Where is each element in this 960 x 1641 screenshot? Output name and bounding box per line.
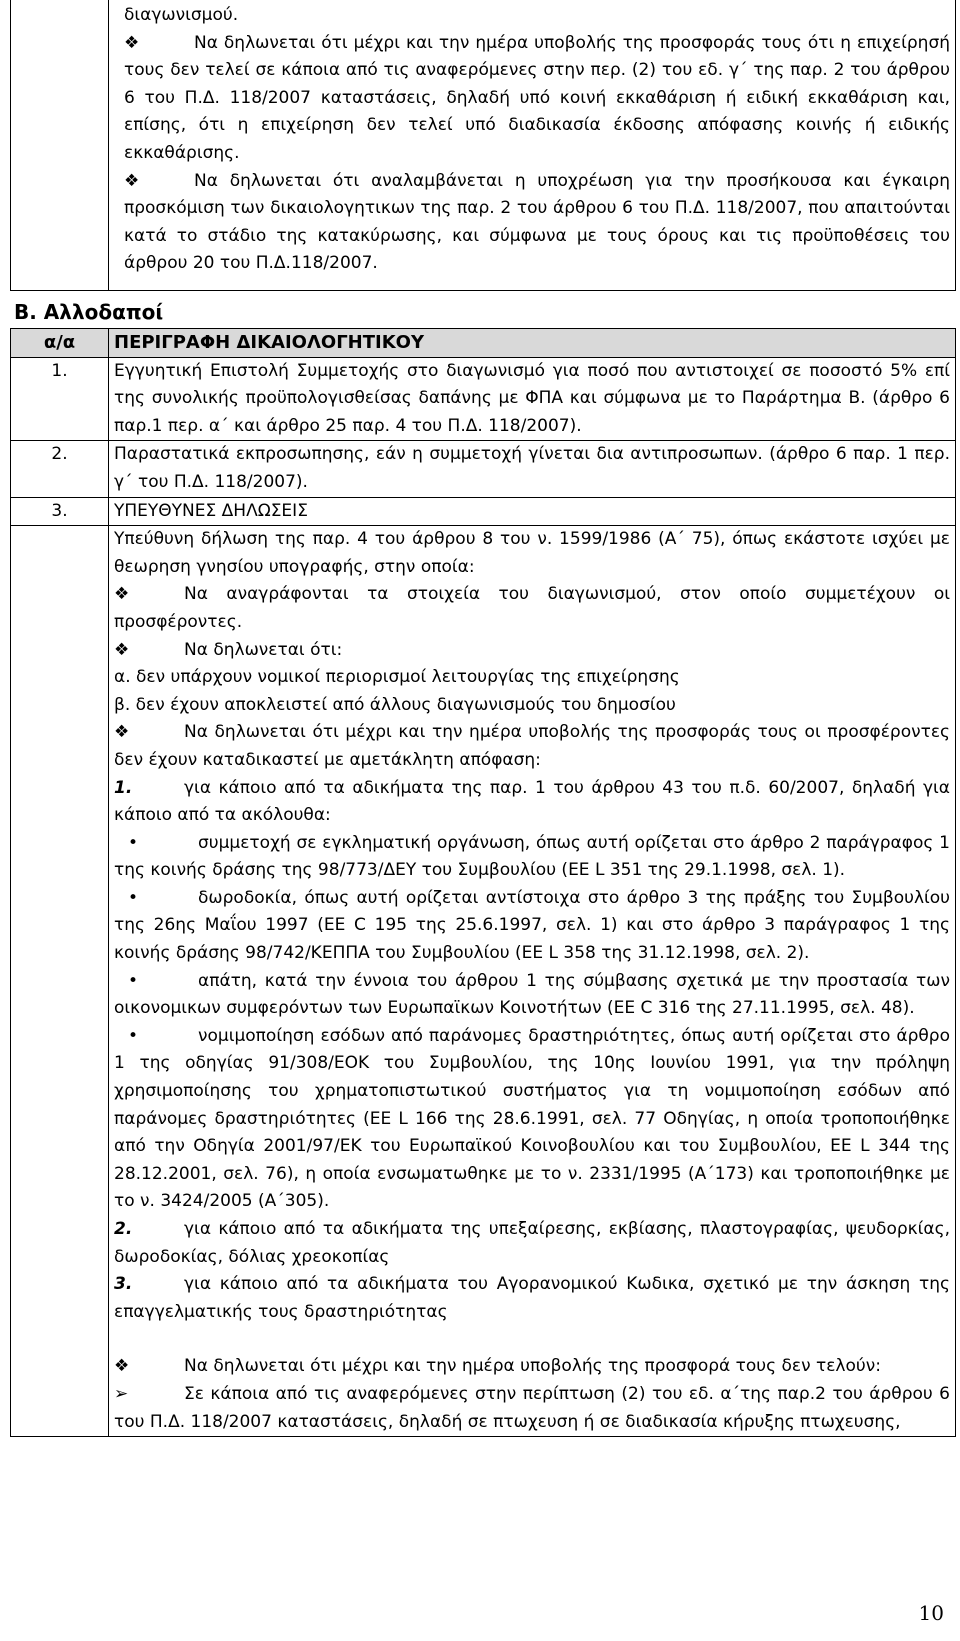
row-description: Παραστατικά εκπροσωπησης, εάν η συμμετοχή γίνεται δια αντιπροσωπων. (άρθρο 6 παρ. 1 περ. γ΄ του Π.Δ. 118/2007). <box>109 441 956 497</box>
arrow-item <box>114 1381 950 1436</box>
offence-subitem <box>114 1023 950 1216</box>
declaration-bullet <box>114 581 950 636</box>
declaration-bullet-text: Να δηλωνεται ότι: <box>184 639 343 660</box>
diamond-bullet-icon: ❖ <box>114 639 130 660</box>
declaration-bullet-text: Να δηλωνεται ότι μέχρι και την ημέρα υποβολής της προσφορά τους δεν τελούν: <box>184 1356 881 1377</box>
previous-table-cell-continuation <box>124 2 950 278</box>
diamond-bullet-icon: ❖ <box>124 170 140 191</box>
solemn-declaration-content <box>109 526 956 1437</box>
declaration-bullet <box>114 1353 950 1381</box>
offence-subitem-text: απάτη, κατά την έννοια του άρθρου 1 της σύμβασης σχετικά με την προστασία των οικονομικων συμφερόντων των Ευρωπαϊκων Κοινοτήτων (ΕΕ C 316 της 27.11.1995, σελ. 48). <box>114 970 950 1019</box>
column-header-description: ΠΕΡΙΓΡΑΦΗ ΔΙΚΑΙΟΛΟΓΗΤΙΚΟΥ <box>109 329 956 358</box>
offence-text: για κάποιο από τα αδικήματα της παρ. 1 του άρθρου 43 του π.δ. 60/2007, δηλαδή για κάποιο από τα ακόλουθα: <box>114 777 950 826</box>
declaration-bullet-1 <box>124 30 950 168</box>
declaration-bullet <box>114 719 950 774</box>
table-border-bottom <box>10 290 956 291</box>
documents-table <box>10 328 956 1437</box>
offence-item-1 <box>114 775 950 830</box>
diamond-bullet-icon: ❖ <box>114 722 130 743</box>
table-row <box>11 497 956 526</box>
table-header-row <box>11 329 956 358</box>
continuation-line: διαγωνισμού. <box>124 5 239 25</box>
offence-subitem-text: δωροδοκία, όπως αυτή ορίζεται αντίστοιχα στο άρθρο 3 της πράξης του Συμβουλίου της 26ης Μαΐου 1997 (ΕΕ C 195 της 25.6.1997, σελ. 1) και στο άρθρο 3 παράγραφος 1 της κοινής δράσης 98/742/ΚΕΠΠΑ του Συμβουλίου (ΕΕ L 358 της 31.12.1998, σελ. 2). <box>114 887 950 964</box>
table-row <box>11 357 956 441</box>
declaration-bullet-2-text: Να δηλωνεται ότι αναλαμβάνεται η υποχρέωση για την προσήκουσα και έγκαιρη προσκόμιση των δικαιολογητικων της παρ. 2 του άρθρου 6 του Π.Δ. 118/2007, που απαιτούνται κατά το στάδιο της κατακύρωσης, και σύμφωνα με τους όρους και τις προϋποθέσεις του άρθρου 20 του Π.Δ.118/2007. <box>124 170 950 274</box>
offence-item-2 <box>114 1216 950 1271</box>
arrow-item-text: Σε κάποια από τις αναφερόμενες στην περίπτωση (2) του εδ. α΄της παρ.2 του άρθρου 6 του Π.Δ. 118/2007 καταστάσεις, δηλαδή σε πτωχευση ή σε διαδικασία κήρυξης πτωχευσης, <box>114 1383 950 1432</box>
page-number: 10 <box>918 1601 944 1625</box>
offence-text: για κάποιο από τα αδικήματα του Αγορανομικού Κωδικα, σχετικό με την άσκηση της επαγγελματικής τους δραστηριότητας <box>114 1274 950 1322</box>
row-number: 3. <box>11 497 109 526</box>
declaration-bullet-1-text: Να δηλωνεται ότι μέχρι και την ημέρα υποβολής της προσφοράς τους ότι η επιχείρησή τους δεν τελεί σε κάποια από τις αναφερόμενες στην περ. (2) του εδ. γ΄ της παρ. 2 του άρθρου 6 του Π.Δ. 118/2007 καταστάσεις, δηλαδή υπό κοινή εκκαθάριση ή ειδική εκκαθάριση και, επίσης, ότι η επιχείρηση δεν τελεί υπό διαδικασία έκδοσης απόφασης κοινής ή ειδικής εκκαθάρισης. <box>124 32 950 163</box>
offence-subitem <box>114 885 950 968</box>
bullet-dot-icon: • <box>128 887 139 908</box>
offence-subitem <box>114 830 950 885</box>
table-row <box>11 441 956 497</box>
row-description: Εγγυητική Επιστολή Συμμετοχής στο διαγωνισμό για ποσό που αντιστοιχεί σε ποσοστό 5% επί της συνολικής προϋπολογισθείσας δαπάνης με ΦΠΑ και σύμφωνα με το Παράρτημα Β. (άρθρο 6 παρ.1 περ. α΄ και άρθρο 25 παρ. 4 του Π.Δ. 118/2007). <box>109 357 956 441</box>
offence-item-3 <box>114 1271 950 1326</box>
bullet-dot-icon: • <box>128 1025 139 1046</box>
declaration-intro: Υπεύθυνη δήλωση της παρ. 4 του άρθρου 8 του ν. 1599/1986 (Α΄ 75), όπως εκάστοτε ισχύει με θεωρηση γνησίου υπογραφής, στην οποία: <box>114 529 950 577</box>
table-border-right <box>955 0 956 290</box>
diamond-bullet-icon: ❖ <box>114 584 130 605</box>
offence-number: 1. <box>114 777 133 798</box>
bullet-dot-icon: • <box>128 832 139 853</box>
declaration-bullet-2 <box>124 168 950 278</box>
declaration-bullet-text: Να αναγράφονται τα στοιχεία του διαγωνισμού, στον οποίο συμμετέχουν οι προσφέροντες. <box>114 584 950 632</box>
offence-subitem-text: νομιμοποίηση εσόδων από παράνομες δραστηριότητες, όπως αυτή ορίζεται στο άρθρο 1 της οδηγίας 91/308/ΕΟΚ του Συμβουλίου, της 10ης Ιουνίου 1991, για την πρόληψη χρησιμοποίησης του χρηματοπιστωτικού συστήματος για τη νομιμοποίηση εσόδων από παράνομες δραστηριότητες (ΕΕ L 166 της 28.6.1991, σελ. 77 Οδηγίας, η οποία τροποποιήθηκε από την Οδηγία 2001/97/ΕΚ του Ευρωπαϊκού Κοινοβουλίου και του Συμβουλίου, ΕΕ L 344 της 28.12.2001, σελ. 76), η οποία ενσωματωθηκε με το ν. 2331/1995 (Α΄173) και τροποποιήθηκε με το ν. 3424/2005 (Α΄305). <box>114 1025 950 1212</box>
row-number: 2. <box>11 441 109 497</box>
offence-subitem-text: συμμετοχή σε εγκληματική οργάνωση, όπως αυτή ορίζεται στο άρθρο 2 παράγραφος 1 της κοινής δράσης της 98/773/ΔΕΥ του Συμβουλίου (ΕΕ L 351 της 29.1.1998, σελ. 1). <box>114 832 950 881</box>
blank-line <box>114 1326 950 1353</box>
table-border-left <box>10 0 11 290</box>
table-border-mid <box>108 0 109 290</box>
table-row <box>11 526 956 1437</box>
offence-number: 2. <box>114 1219 133 1239</box>
declaration-item-a: α. δεν υπάρχουν νομικοί περιορισμοί λειτουργίας της επιχείρησης <box>114 667 680 688</box>
arrow-bullet-icon: ➢ <box>114 1383 129 1404</box>
column-header-number: α/α <box>11 329 109 358</box>
row-description: ΥΠΕΥΘΥΝΕΣ ΔΗΛΩΣΕΙΣ <box>109 497 956 526</box>
offence-text: για κάποιο από τα αδικήματα της υπεξαίρεσης, εκβίασης, πλαστογραφίας, ψευδορκίας, δωροδοκίας, δόλιας χρεοκοπίας <box>114 1219 950 1267</box>
diamond-bullet-icon: ❖ <box>124 32 140 53</box>
row-number-empty <box>11 526 109 1437</box>
declaration-bullet-text: Να δηλωνεται ότι μέχρι και την ημέρα υποβολής της προσφοράς τους οι προσφέροντες δεν έχουν καταδικαστεί με αμετάκλητη απόφαση: <box>114 722 950 770</box>
bullet-dot-icon: • <box>128 970 139 991</box>
declaration-item-b: β. δεν έχουν αποκλειστεί από άλλους διαγωνισμούς του δημοσίου <box>114 694 676 715</box>
diamond-bullet-icon: ❖ <box>114 1356 130 1377</box>
row-number: 1. <box>11 357 109 441</box>
declaration-bullet <box>114 637 950 665</box>
offence-number: 3. <box>114 1274 133 1295</box>
section-title: Β. Αλλοδαποί <box>14 300 164 324</box>
offence-subitem <box>114 968 950 1023</box>
